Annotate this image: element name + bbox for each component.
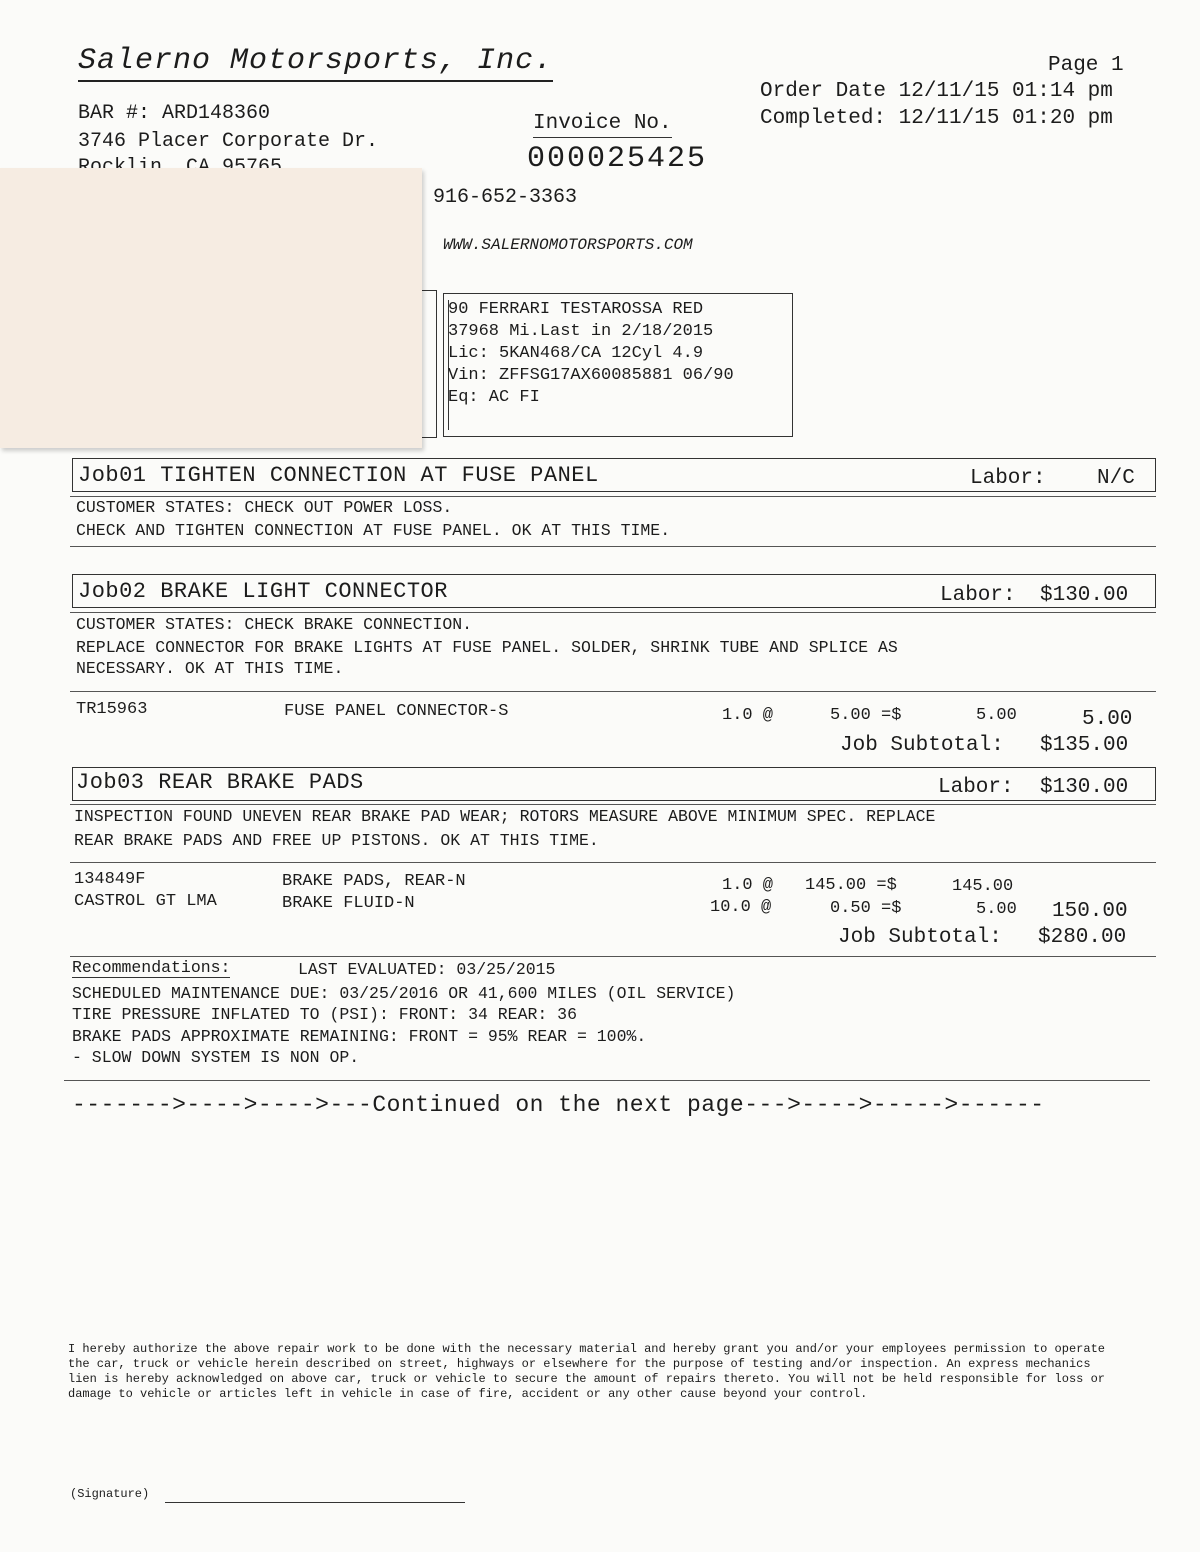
part-description: BRAKE PADS, REAR-N bbox=[282, 872, 466, 891]
rule bbox=[70, 956, 1156, 957]
recommendation-line: SCHEDULED MAINTENANCE DUE: 03/25/2016 OR 41,600 MILES (OIL SERVICE) bbox=[72, 984, 736, 1003]
authorization-text: I hereby authorize the above repair work to be done with the necessary material and hereby grant you and/or your employees permission to operate the car, truck or vehicle herein described on street, highways or elsewhere for the purpose of testing and/or inspection. An express mechanics lien is hereby acknowledged on above car, truck or vehicle to secure the amount of repairs thereto. You will not be held responsible for loss or damage to vehicle or articles left in vehicle in case of fire, accident or any other cause beyond your control. bbox=[68, 1342, 1105, 1401]
rule bbox=[70, 804, 1156, 805]
part-extended: 5.00 bbox=[976, 900, 1017, 919]
part-description: BRAKE FLUID-N bbox=[282, 894, 415, 913]
vehicle-equipment: Eq: AC FI bbox=[448, 388, 540, 407]
page-number: Page 1 bbox=[1048, 54, 1124, 77]
job02-title: Job02 BRAKE LIGHT CONNECTOR bbox=[78, 579, 448, 604]
shop-phone: 916-652-3363 bbox=[433, 186, 578, 209]
rule bbox=[70, 691, 1156, 692]
job02-parts-total: 5.00 bbox=[1082, 708, 1133, 731]
rule bbox=[70, 496, 1156, 497]
part-extended: 5.00 bbox=[976, 706, 1017, 725]
job02-subtotal: $135.00 bbox=[1040, 734, 1129, 757]
job02-labor-value: $130.00 bbox=[1040, 584, 1129, 607]
job02-labor-label: Labor: bbox=[940, 584, 1016, 607]
part-quantity: 1.0 @ bbox=[722, 706, 774, 725]
job03-title: Job03 REAR BRAKE PADS bbox=[76, 770, 364, 795]
rule bbox=[70, 546, 1156, 547]
job01-line-1: CUSTOMER STATES: CHECK OUT POWER LOSS. bbox=[76, 498, 453, 517]
job01-labor-value: N/C bbox=[1097, 467, 1135, 490]
job01-labor-label: Labor: bbox=[970, 467, 1046, 490]
job03-subtotal-label: Job Subtotal: bbox=[838, 926, 1002, 949]
part-unit-price: 145.00 =$ bbox=[805, 876, 897, 895]
invoice-label: Invoice No. bbox=[533, 112, 672, 138]
invoice-number: 000025425 bbox=[527, 142, 708, 176]
part-quantity: 10.0 @ bbox=[710, 898, 772, 917]
recommendations-label: Recommendations: bbox=[72, 958, 231, 977]
vehicle-vin: Vin: ZFFSG17AX60085881 06/90 bbox=[448, 366, 734, 385]
vehicle-mileage: 37968 Mi.Last in 2/18/2015 bbox=[448, 322, 714, 341]
recommendation-line: BRAKE PADS APPROXIMATE REMAINING: FRONT = 95% REAR = 100%. bbox=[72, 1027, 647, 1046]
job03-line-1: INSPECTION FOUND UNEVEN REAR BRAKE PAD WEAR; ROTORS MEASURE ABOVE MINIMUM SPEC. REPLACE bbox=[74, 807, 936, 826]
signature-line[interactable] bbox=[165, 1502, 465, 1503]
part-number: 134849F bbox=[74, 870, 146, 889]
job03-subtotal: $280.00 bbox=[1038, 926, 1127, 949]
job03-labor-value: $130.00 bbox=[1040, 776, 1129, 799]
part-unit-price: 0.50 =$ bbox=[830, 899, 902, 918]
redaction-sticker bbox=[0, 168, 422, 448]
rule bbox=[70, 612, 1156, 613]
rule bbox=[70, 862, 1156, 863]
job02-line-2: REPLACE CONNECTOR FOR BRAKE LIGHTS AT FUSE PANEL. SOLDER, SHRINK TUBE AND SPLICE AS bbox=[76, 638, 898, 657]
completed-date: Completed: 12/11/15 01:20 pm bbox=[760, 107, 1113, 130]
vehicle-model: 90 FERRARI TESTAROSSA RED bbox=[448, 300, 704, 319]
part-number: CASTROL GT LMA bbox=[74, 892, 217, 911]
continued-notice: ------->---->---->---Continued on the next page--->---->----->------ bbox=[72, 1092, 1045, 1118]
signature-label: (Signature) bbox=[70, 1487, 150, 1501]
rule bbox=[64, 1080, 1150, 1081]
company-name: Salerno Motorsports, Inc. bbox=[78, 44, 553, 82]
part-extended: 145.00 bbox=[952, 877, 1014, 896]
bar-number: BAR #: ARD148360 bbox=[78, 102, 271, 125]
job02-line-1: CUSTOMER STATES: CHECK BRAKE CONNECTION. bbox=[76, 615, 473, 634]
job03-labor-label: Labor: bbox=[938, 776, 1014, 799]
part-unit-price: 5.00 =$ bbox=[830, 706, 902, 725]
job02-line-3: NECESSARY. OK AT THIS TIME. bbox=[76, 659, 344, 678]
job02-subtotal-label: Job Subtotal: bbox=[840, 734, 1004, 757]
last-evaluated: LAST EVALUATED: 03/25/2015 bbox=[298, 960, 556, 979]
job01-title: Job01 TIGHTEN CONNECTION AT FUSE PANEL bbox=[78, 463, 599, 488]
part-number: TR15963 bbox=[76, 700, 148, 719]
recommendation-line: - SLOW DOWN SYSTEM IS NON OP. bbox=[72, 1048, 360, 1067]
recommendation-line: TIRE PRESSURE INFLATED TO (PSI): FRONT: 34 REAR: 36 bbox=[72, 1005, 577, 1024]
shop-website: WWW.SALERNOMOTORSPORTS.COM bbox=[443, 236, 693, 254]
order-date: Order Date 12/11/15 01:14 pm bbox=[760, 80, 1113, 103]
vehicle-box-divider bbox=[448, 300, 449, 430]
job03-parts-total: 150.00 bbox=[1052, 900, 1128, 923]
vehicle-license: Lic: 5KAN468/CA 12Cyl 4.9 bbox=[448, 344, 704, 363]
job01-line-2: CHECK AND TIGHTEN CONNECTION AT FUSE PANEL. OK AT THIS TIME. bbox=[76, 521, 671, 540]
address-line-1: 3746 Placer Corporate Dr. bbox=[78, 130, 379, 153]
part-quantity: 1.0 @ bbox=[722, 876, 774, 895]
job03-line-2: REAR BRAKE PADS AND FREE UP PISTONS. OK AT THIS TIME. bbox=[74, 831, 599, 850]
part-description: FUSE PANEL CONNECTOR-S bbox=[284, 702, 509, 721]
